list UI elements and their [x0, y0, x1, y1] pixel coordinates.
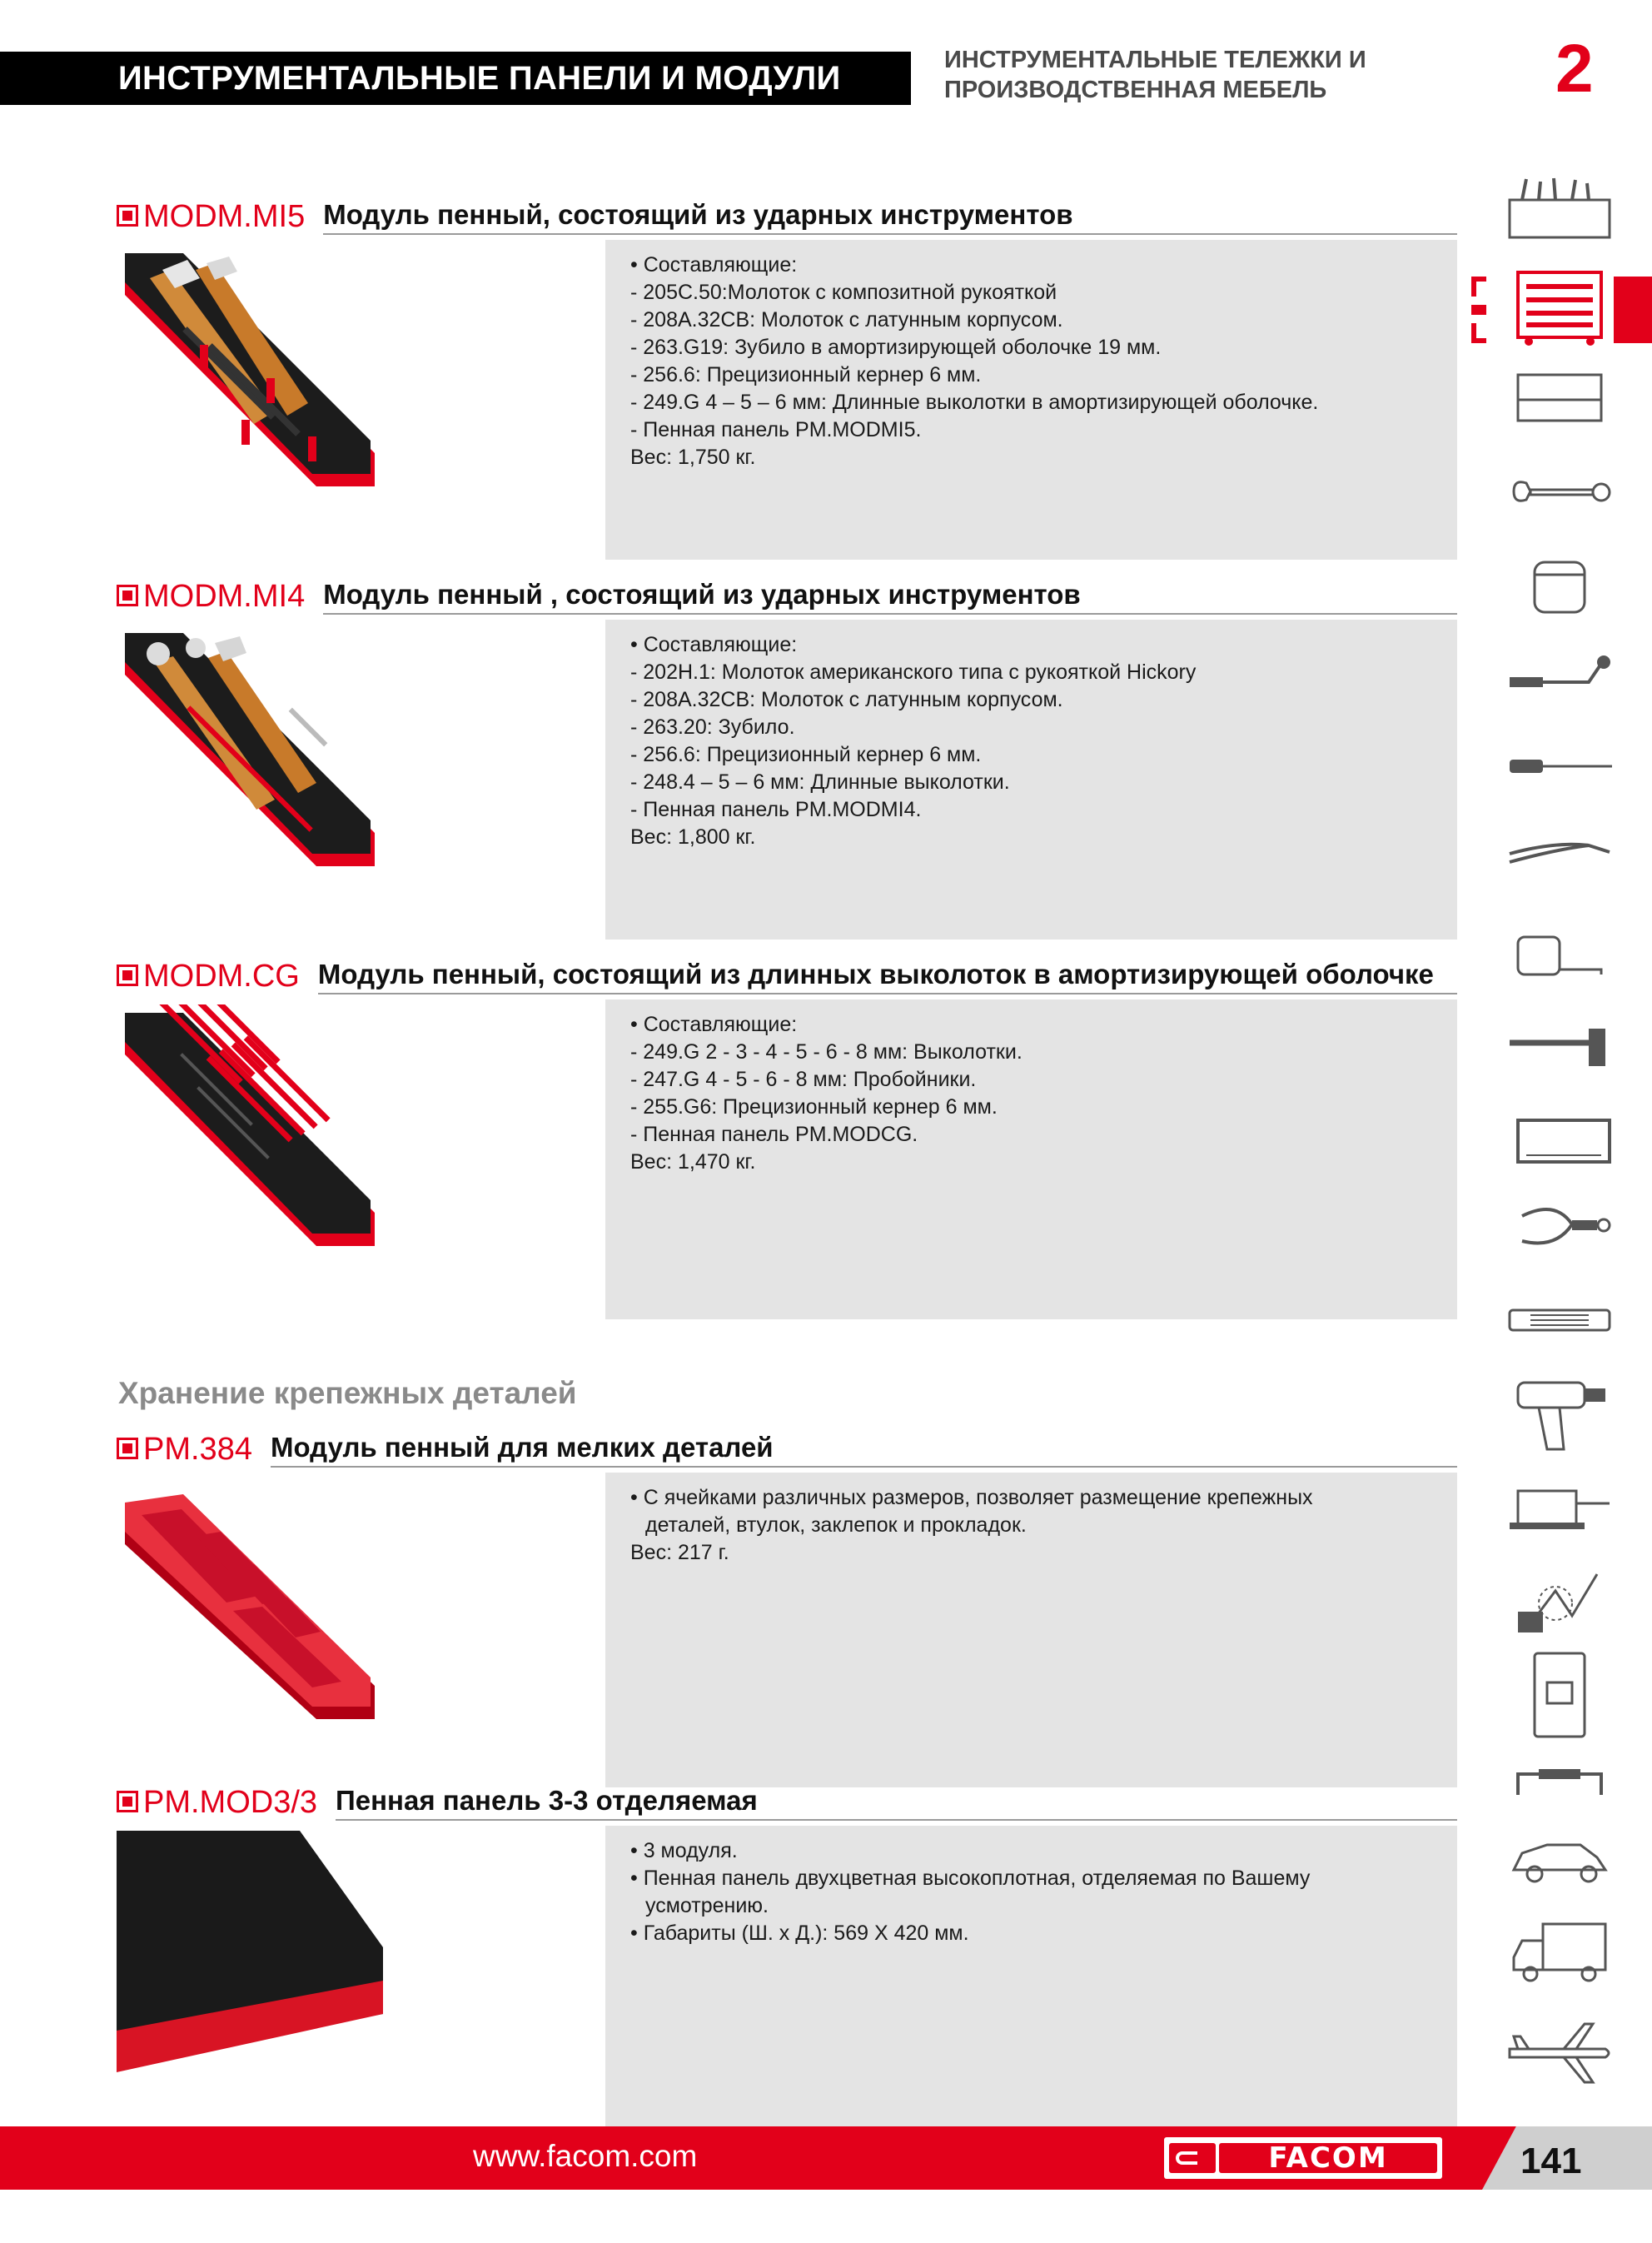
- product-modm-mi5: [117, 193, 1457, 560]
- square-bullet-icon: [117, 964, 138, 986]
- desc-line: • Габариты (Ш. x Д.): 569 X 420 мм.: [630, 1922, 969, 1945]
- product-code: MODM.CG: [143, 959, 300, 994]
- facom-logo-text: FACOM: [1219, 2143, 1437, 2173]
- desc-line: Вес: 1,470 кг.: [630, 1150, 756, 1174]
- tool-cabinet-icon[interactable]: [1505, 268, 1614, 343]
- desc-line: - 249.G 4 – 5 – 6 мм: Длинные выколотки в амортизирующей оболочке.: [630, 391, 1319, 414]
- product-modm-mi4: [117, 573, 1457, 940]
- facom-logo-mark-icon: [1169, 2143, 1216, 2173]
- desc-line: • Составляющие:: [630, 253, 798, 277]
- desc-line: Вес: 1,750 кг.: [630, 446, 756, 469]
- product-header: [117, 193, 1457, 235]
- desc-line: • Составляющие:: [630, 1013, 798, 1036]
- wrench-icon[interactable]: [1505, 475, 1614, 550]
- footer-url-link[interactable]: www.facom.com: [473, 2139, 698, 2173]
- header-title-text: ИНСТРУМЕНТАЛЬНЫЕ ПАНЕЛИ И МОДУЛИ: [118, 59, 841, 97]
- active-category-marker: [1471, 277, 1486, 343]
- product-header: [117, 1779, 1457, 1821]
- meter-icon[interactable]: [1505, 1303, 1614, 1378]
- truck-icon[interactable]: [1505, 1920, 1614, 1995]
- product-photo: [117, 1831, 383, 2085]
- square-bullet-icon: [117, 585, 138, 606]
- product-header: [117, 1426, 1457, 1468]
- chapter-number: 2: [1555, 31, 1594, 107]
- product-pm-384: [117, 1426, 1457, 1776]
- product-photo: [117, 1004, 375, 1250]
- handle-icon[interactable]: [1505, 1766, 1614, 1841]
- pliers-icon[interactable]: [1505, 837, 1614, 912]
- header-subtitle: [944, 45, 1460, 105]
- header-subtitle-line1: ИНСТРУМЕНТАЛЬНЫЕ ТЕЛЕЖКИ И: [944, 47, 1366, 73]
- hammer-icon[interactable]: [1505, 1024, 1614, 1099]
- page-header-title: [0, 52, 911, 105]
- storage-subheading: Хранение крепежных деталей: [118, 1376, 577, 1410]
- desc-line: - Пенная панель PM.MODMI5.: [630, 418, 922, 441]
- impact-gun-icon[interactable]: [1505, 1378, 1614, 1453]
- product-photo: [117, 245, 375, 491]
- square-bullet-icon: [117, 205, 138, 227]
- vise-icon[interactable]: [1505, 1474, 1614, 1549]
- desc-line: - 255.G6: Прецизионный кернер 6 мм.: [630, 1095, 998, 1119]
- desc-line: - 247.G 4 - 5 - 6 - 8 мм: Пробойники.: [630, 1068, 977, 1091]
- product-title: Модуль пенный для мелких деталей: [271, 1431, 1457, 1468]
- hacksaw-icon[interactable]: [1505, 1112, 1614, 1187]
- product-description: [605, 1473, 1457, 1787]
- desc-line: • 3 модуля.: [630, 1839, 738, 1862]
- screwdriver-icon[interactable]: [1505, 754, 1614, 829]
- product-title: Модуль пенный , состоящий из ударных инструментов: [323, 578, 1457, 615]
- desc-line: Вес: 1,800 кг.: [630, 825, 756, 849]
- safety-icon[interactable]: [1505, 1566, 1614, 1641]
- product-code: MODM.MI4: [143, 579, 306, 614]
- desc-line: усмотрению.: [645, 1894, 769, 1917]
- square-bullet-icon: [117, 1791, 138, 1812]
- product-header: [117, 953, 1457, 994]
- product-header: [117, 573, 1457, 615]
- product-description: [605, 999, 1457, 1319]
- desc-line: деталей, втулок, заклепок и прокладок.: [645, 1513, 1027, 1537]
- car-icon[interactable]: [1505, 1837, 1614, 1912]
- desc-line: Вес: 217 г.: [630, 1541, 729, 1564]
- desc-line: • Пенная панель двухцветная высокоплотная, отделяемая по Вашему: [630, 1867, 1311, 1890]
- tape-measure-icon[interactable]: [1505, 933, 1614, 1008]
- facom-logo: [1164, 2137, 1442, 2179]
- electrical-icon[interactable]: [1505, 1649, 1614, 1724]
- desc-line: • С ячейками различных размеров, позволяет размещение крепежных: [630, 1486, 1313, 1509]
- product-code: PM.384: [143, 1432, 252, 1467]
- header-subtitle-line2: ПРОИЗВОДСТВЕННАЯ МЕБЕЛЬ: [944, 77, 1327, 103]
- page-number: 141: [1520, 2141, 1582, 2181]
- product-description: [605, 1826, 1457, 2134]
- desc-line: - Пенная панель PM.MODCG.: [630, 1123, 918, 1146]
- desc-line: - 205C.50:Молоток с композитной рукояткой: [630, 281, 1057, 304]
- desc-line: - 256.6: Прецизионный кернер 6 мм.: [630, 743, 982, 766]
- product-title: Пенная панель 3-3 отделяемая: [336, 1784, 1457, 1821]
- product-modm-cg: [117, 953, 1457, 1319]
- desc-line: - 208A.32CB: Молоток с латунным корпусом.: [630, 688, 1063, 711]
- product-code: MODM.MI5: [143, 199, 306, 234]
- product-description: [605, 240, 1457, 560]
- desc-line: - 248.4 – 5 – 6 мм: Длинные выколотки.: [630, 770, 1010, 794]
- product-description: [605, 620, 1457, 940]
- square-bullet-icon: [117, 1438, 138, 1459]
- ratchet-icon[interactable]: [1505, 654, 1614, 729]
- desc-line: - 263.G19: Зубило в амортизирующей оболочке 19 мм.: [630, 336, 1162, 359]
- desc-line: • Составляющие:: [630, 633, 798, 656]
- desc-line: - 208A.32CB: Молоток с латунным корпусом.: [630, 308, 1063, 331]
- puller-icon[interactable]: [1505, 1199, 1614, 1274]
- toolbox-icon[interactable]: [1505, 175, 1614, 250]
- product-title: Модуль пенный, состоящий из длинных выколоток в амортизирующей оболочке: [318, 958, 1457, 994]
- airplane-icon[interactable]: [1505, 2020, 1614, 2095]
- active-category-tab: [1614, 277, 1652, 343]
- desc-line: - 256.6: Прецизионный кернер 6 мм.: [630, 363, 982, 386]
- desc-line: - 263.20: Зубило.: [630, 715, 795, 739]
- socket-icon[interactable]: [1505, 558, 1614, 633]
- drawer-icon[interactable]: [1505, 371, 1614, 446]
- product-pm-mod3-3: [117, 1779, 1457, 2129]
- product-code: PM.MOD3/3: [143, 1785, 318, 1820]
- product-photo: [117, 1478, 375, 1723]
- desc-line: - 249.G 2 - 3 - 4 - 5 - 6 - 8 мм: Выколотки.: [630, 1040, 1023, 1064]
- product-photo: [117, 625, 375, 870]
- product-title: Модуль пенный, состоящий из ударных инструментов: [323, 198, 1457, 235]
- desc-line: - 202H.1: Молоток американского типа с рукояткой Hickory: [630, 660, 1197, 684]
- desc-line: - Пенная панель PM.MODMI4.: [630, 798, 922, 821]
